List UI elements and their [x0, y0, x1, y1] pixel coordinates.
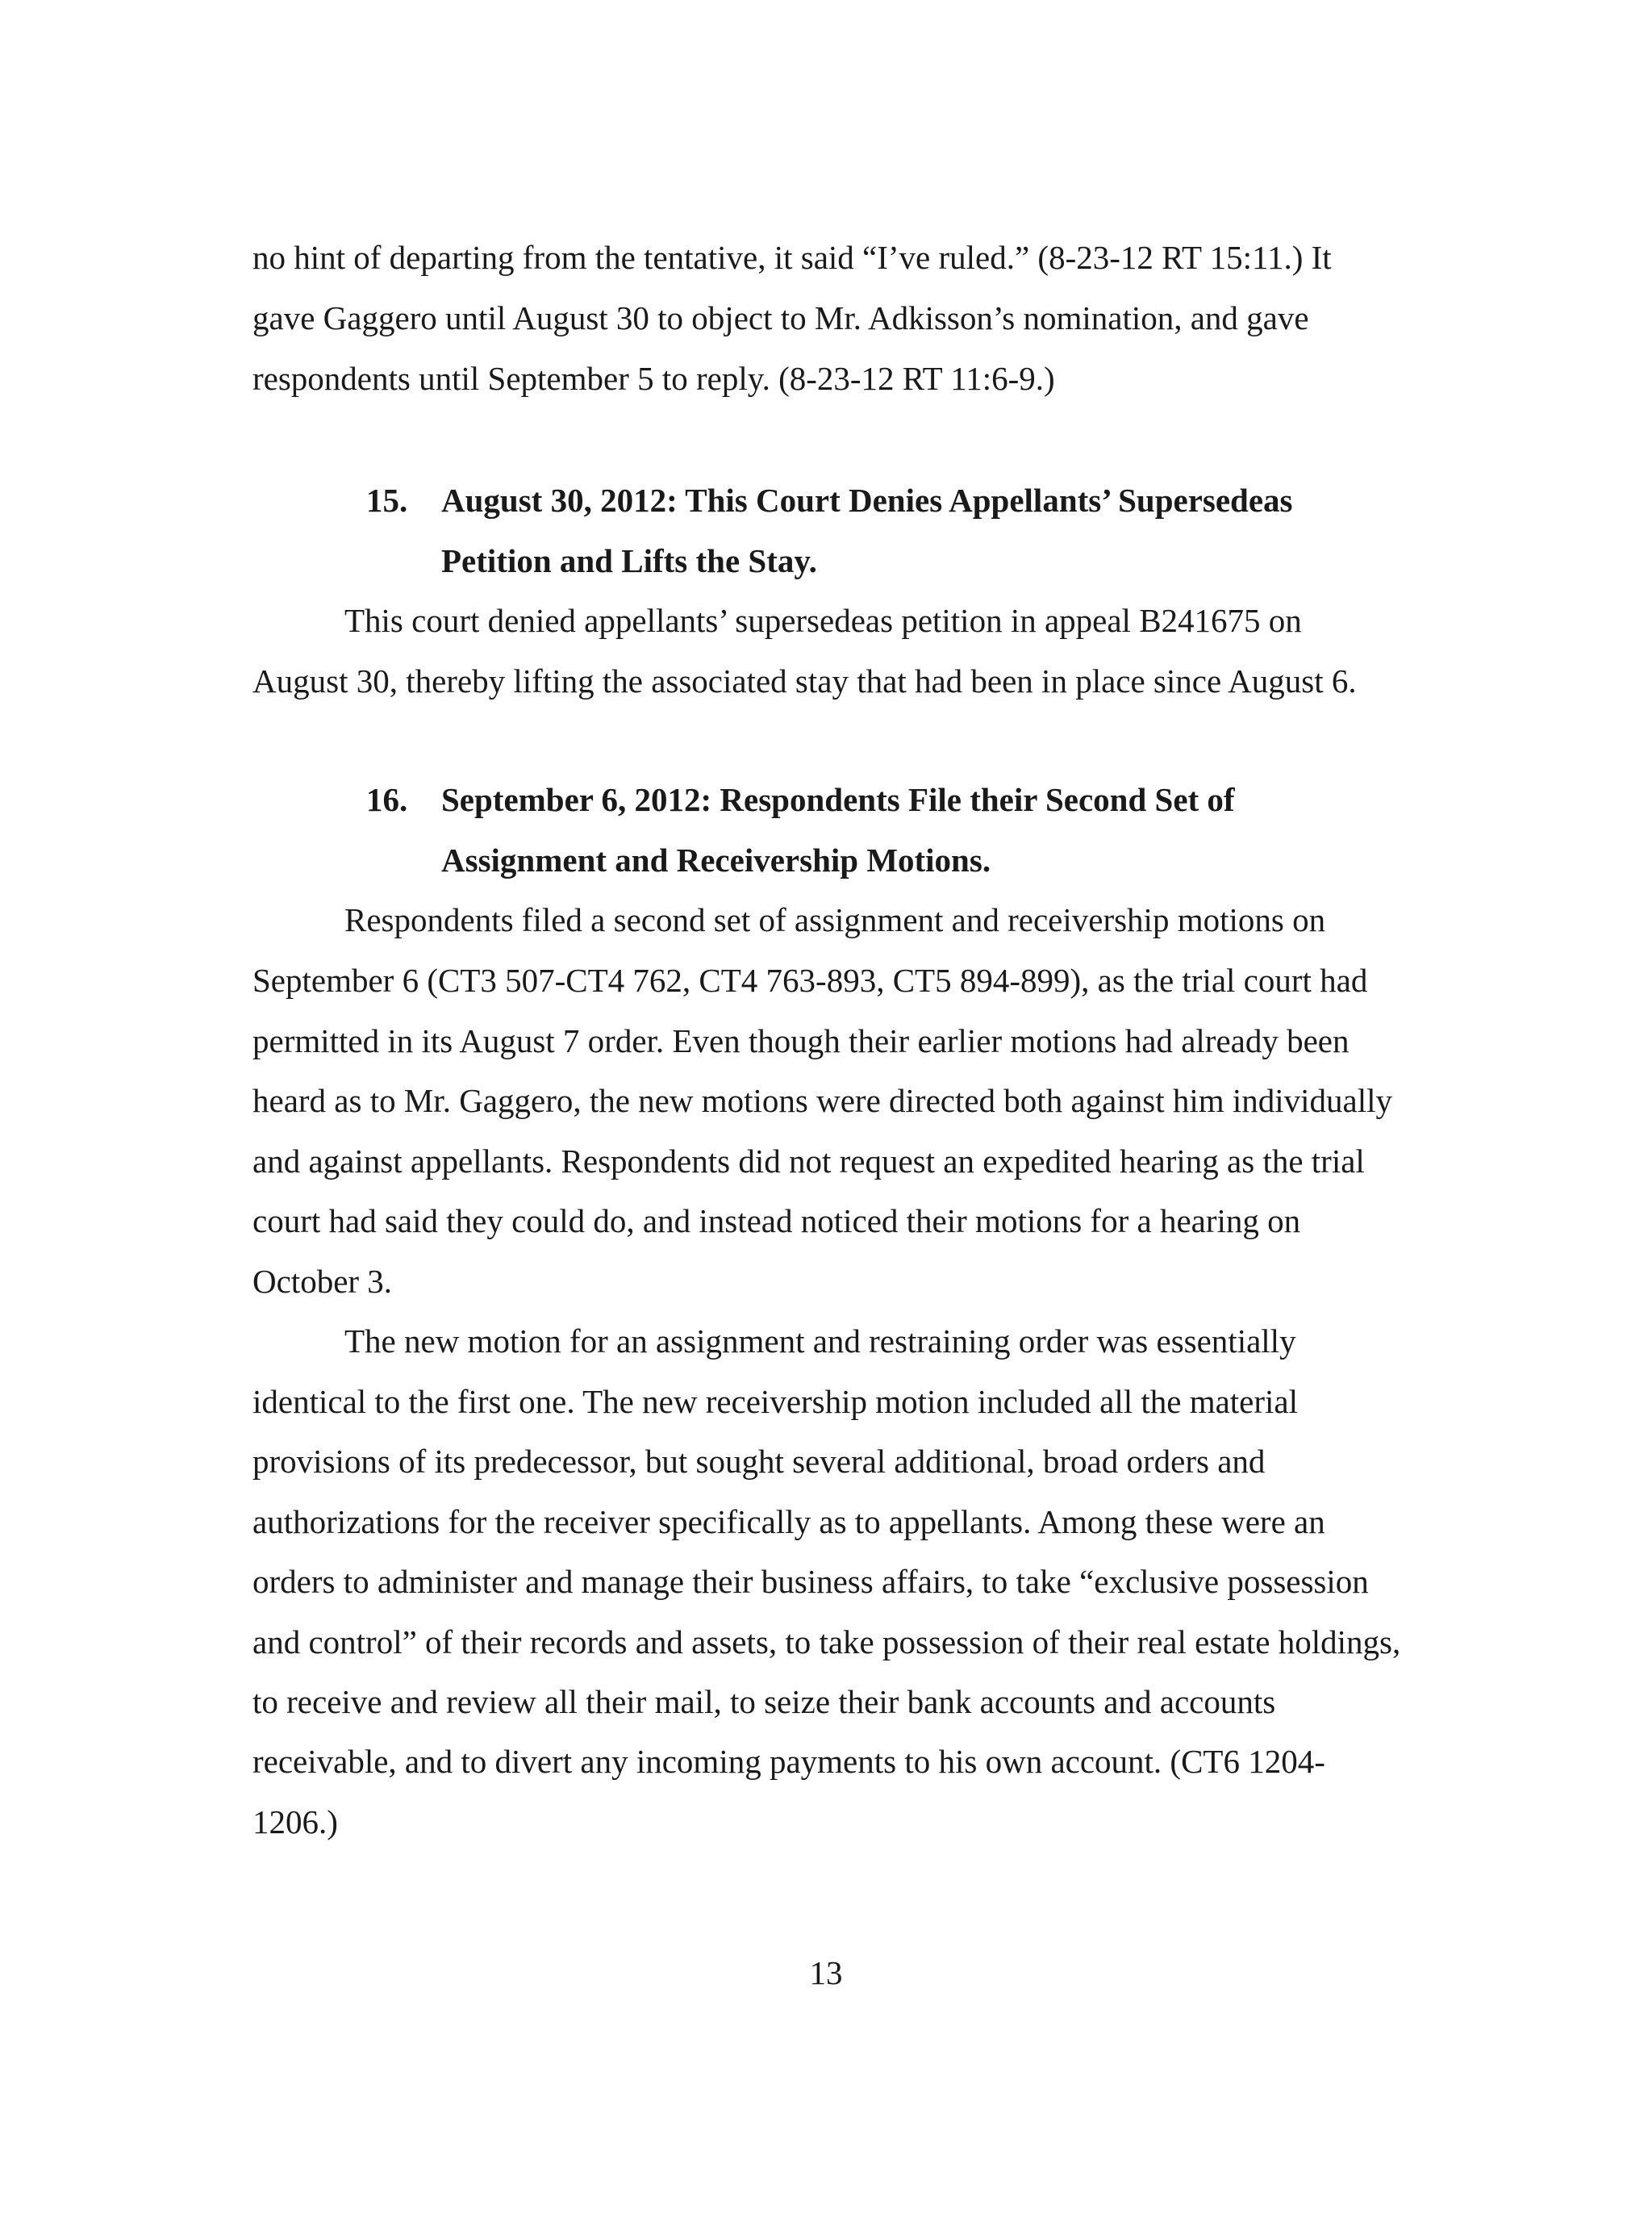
section-15-body-line: August 30, thereby lifting the associated stay that had been in place since August 6. — [252, 662, 1357, 700]
section-16-paragraph-line: court had said they could do, and instead noticed their motions for a hearing on — [252, 1202, 1301, 1239]
paragraph-line: respondents until September 5 to reply. (8-23-12 RT 11:6-9.) — [252, 360, 1055, 397]
section-16-paragraph-line: orders to administer and manage their business affairs, to take “exclusive possession — [252, 1563, 1369, 1600]
section-15-title-line: Petition and Lifts the Stay. — [441, 542, 817, 579]
section-16-paragraph-line: October 3. — [252, 1263, 393, 1300]
section-16-paragraph-line: September 6 (CT3 507-CT4 762, CT4 763-893, CT5 894-899), as the trial court had — [252, 962, 1368, 999]
section-15-number: 15. — [366, 482, 408, 519]
section-16-number: 16. — [366, 781, 408, 818]
section-15-title-line: August 30, 2012: This Court Denies Appellants’ Supersedeas — [441, 482, 1293, 519]
section-16-paragraph-line: identical to the first one. The new receivership motion included all the material — [252, 1383, 1299, 1420]
section-16-paragraph-line: Respondents filed a second set of assignment and receivership motions on — [344, 901, 1326, 938]
section-16-title-line: September 6, 2012: Respondents File their Second Set of — [441, 781, 1235, 818]
section-16-title-line: Assignment and Receivership Motions. — [441, 842, 991, 879]
section-16-paragraph-line: permitted in its August 7 order. Even though their earlier motions had already been — [252, 1022, 1350, 1059]
section-16-paragraph-line: and control” of their records and assets, to take possession of their real estate holdings, — [252, 1623, 1401, 1660]
section-16-paragraph-line: heard as to Mr. Gaggero, the new motions were directed both against him individually — [252, 1082, 1393, 1119]
paragraph-line: no hint of departing from the tentative, it said “I’ve ruled.” (8-23-12 RT 15:11.) It — [252, 239, 1332, 276]
section-16-paragraph-line: The new motion for an assignment and restraining order was essentially — [344, 1322, 1296, 1360]
section-16-paragraph-line: to receive and review all their mail, to seize their bank accounts and accounts — [252, 1683, 1276, 1720]
page-number: 13 — [809, 1954, 843, 1991]
section-16-paragraph-line: and against appellants. Respondents did not request an expedited hearing as the trial — [252, 1143, 1365, 1180]
section-16-paragraph-line: provisions of its predecessor, but sought several additional, broad orders and — [252, 1443, 1266, 1480]
section-16-paragraph-line: 1206.) — [252, 1803, 338, 1840]
paragraph-line: gave Gaggero until August 30 to object to Mr. Adkisson’s nomination, and gave — [252, 299, 1309, 336]
section-16-paragraph-line: receivable, and to divert any incoming payments to his own account. (CT6 1204- — [252, 1743, 1325, 1780]
section-15-body-line: This court denied appellants’ supersedeas petition in appeal B241675 on — [344, 602, 1302, 639]
section-16-paragraph-line: authorizations for the receiver specifically as to appellants. Among these were an — [252, 1503, 1325, 1540]
